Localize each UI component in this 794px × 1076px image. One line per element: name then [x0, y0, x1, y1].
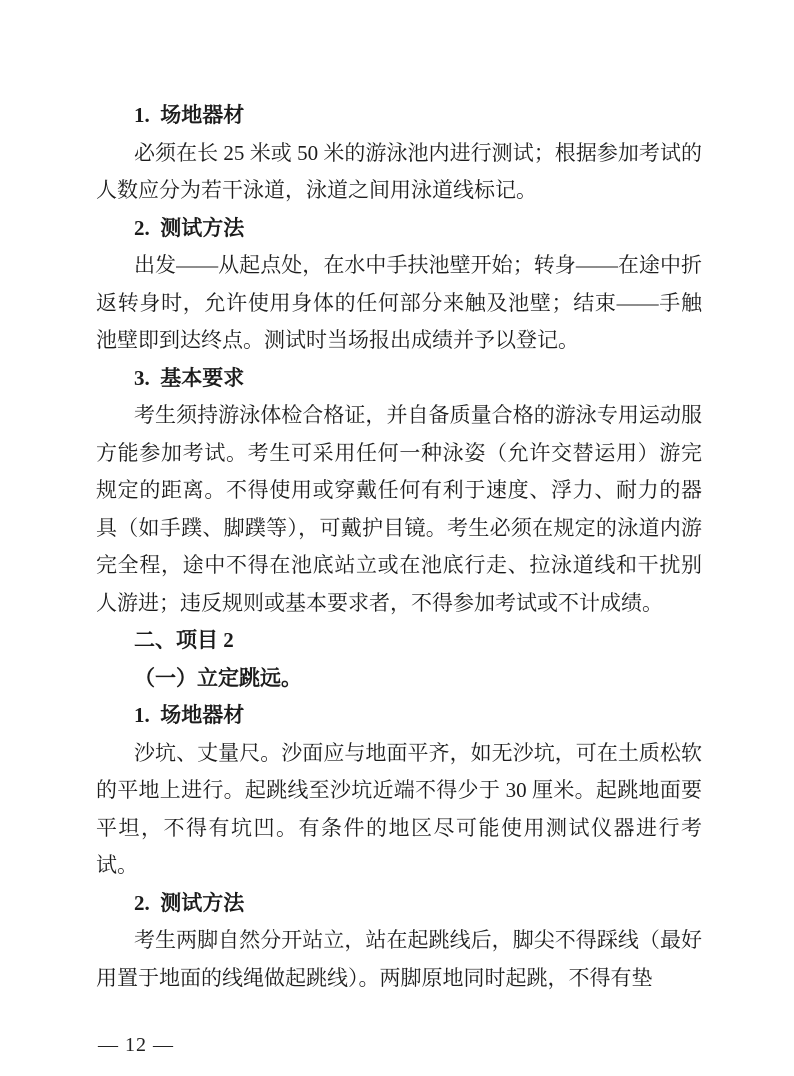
sub-section-heading: （一）立定跳远。: [134, 665, 302, 690]
page-number: — 12 —: [98, 1034, 174, 1056]
body-paragraph: 必须在长 25 米或 50 米的游泳池内进行测试；根据参加考试的人数应分为若干泳道，泳道之间用泳道线标记。: [96, 140, 702, 202]
document-content: [96, 97, 702, 997]
section-heading: 1. 场地器材: [134, 703, 245, 727]
section-heading: 2. 测试方法: [134, 890, 245, 915]
body-paragraph: 考生两脚自然分开站立，站在起跳线后，脚尖不得踩线（最好用置于地面的线绳做起跳线）。两脚原地同时起跳，不得有垫: [96, 928, 702, 990]
page-footer: [98, 1033, 174, 1057]
section-heading: 1. 场地器材: [134, 103, 245, 127]
section-heading: 二、项目 2: [134, 628, 234, 652]
body-paragraph: 出发——从起点处，在水中手扶池壁开始；转身——在途中折返转身时，允许使用身体的任何部分来触及池壁；结束——手触池壁即到达终点。测试时当场报出成绩并予以登记。: [96, 253, 702, 352]
body-paragraph: 考生须持游泳体检合格证，并自备质量合格的游泳专用运动服方能参加考试。考生可采用任何一种泳姿（允许交替运用）游完规定的距离。不得使用或穿戴任何有利于速度、浮力、耐力的器具（如手蹼、脚蹼等），可戴护目镜。考生必须在规定的泳道内游完全程，途中不得在池底站立或在池底行走、拉泳道线和干扰别人游进；违反规则或基本要求者，不得参加考试或不计成绩。: [96, 403, 702, 615]
body-paragraph: 沙坑、丈量尺。沙面应与地面平齐，如无沙坑，可在土质松软的平地上进行。起跳线至沙坑近端不得少于 30 厘米。起跳地面要平坦，不得有坑凹。有条件的地区尽可能使用测试仪器进行考试。: [96, 740, 702, 877]
section-heading: 3. 基本要求: [134, 365, 245, 390]
section-heading: 2. 测试方法: [134, 215, 245, 240]
